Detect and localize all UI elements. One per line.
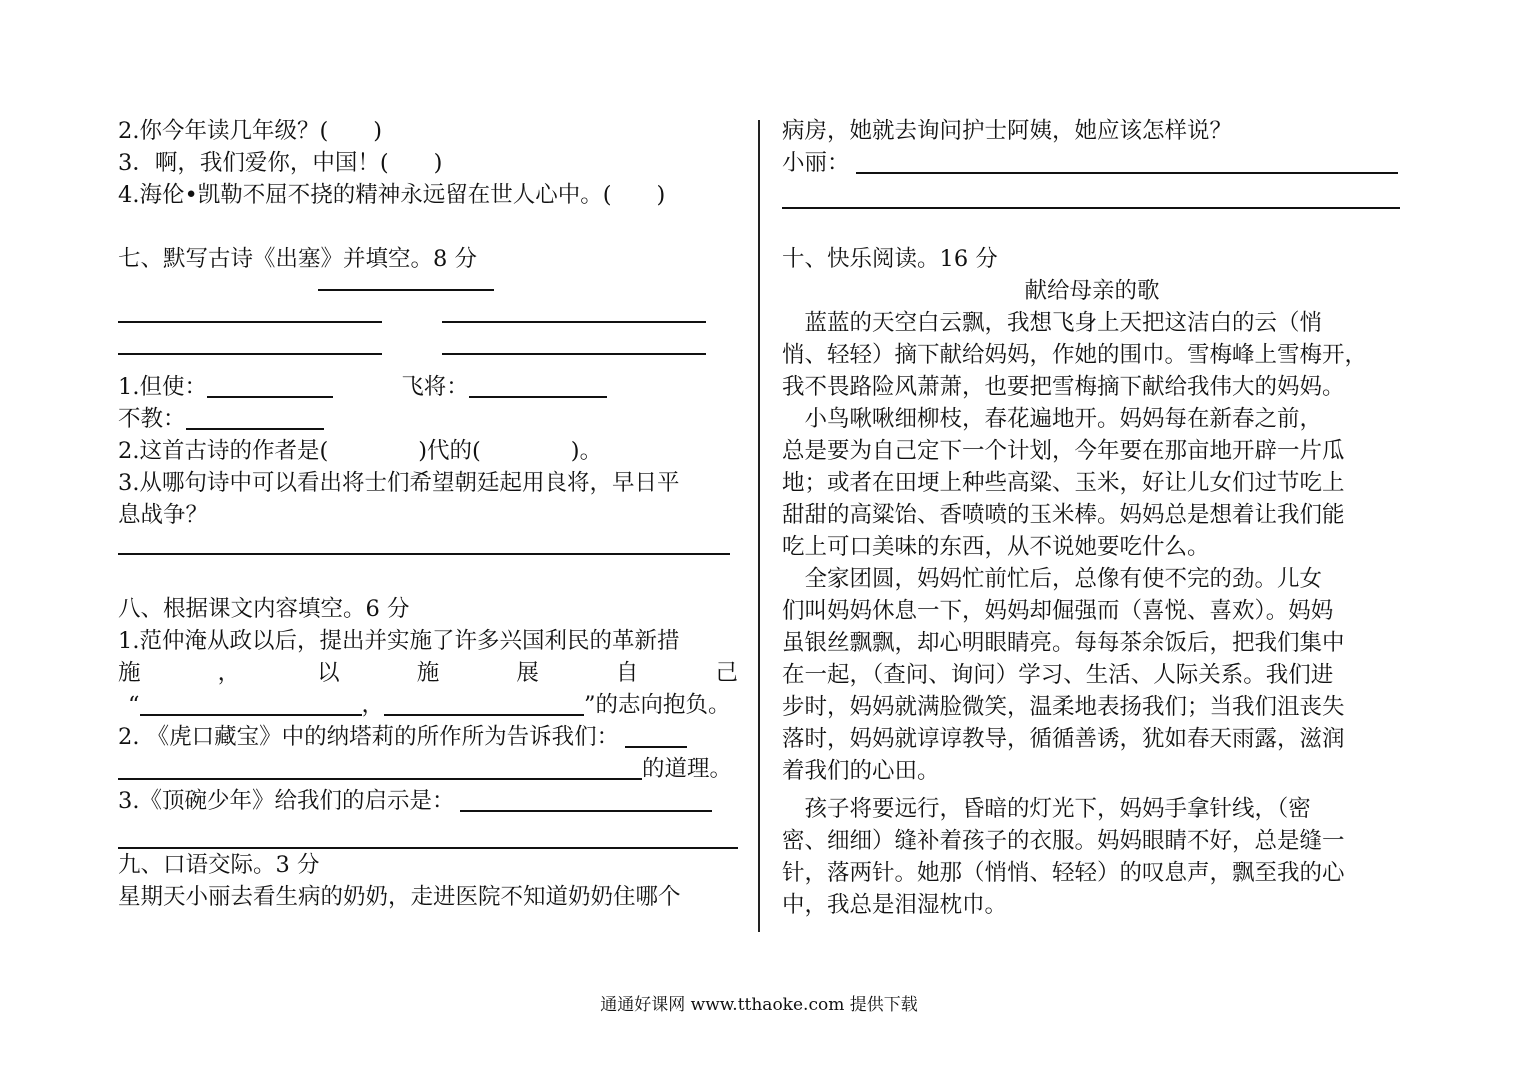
s8-q1-char: 施 [416,660,440,686]
s8-q2-blank-a[interactable] [625,724,687,748]
footer-credit: 通通好课网 www.tthaoke.com 提供下载 [600,995,918,1015]
s7-q1-line [118,371,738,403]
s7-q3-line-1: 3.从哪句诗中可以看出将士们希望朝廷起用良将，早日平 [118,470,680,496]
s7-q1-label-a: 1.但使： [118,374,207,400]
section-10-title: 十、快乐阅读。16 分 [782,246,998,272]
reading-line: 全家团圆，妈妈忙前忙后，总像有使不完的劲。儿女 [782,566,1323,592]
reading-line: 甜甜的高粱饴、香喷喷的玉米棒。妈妈总是想着让我们能 [782,502,1345,528]
s8-q1-line-2 [118,657,738,689]
poem-line-4-blank[interactable] [442,353,706,355]
s8-q2-tail: 的道理。 [642,756,733,782]
reading-line: 悄、轻轻）摘下献给妈妈，作她的围巾。雪梅峰上雪梅开， [782,342,1368,368]
left-column [118,115,738,913]
s8-q2-blank-b[interactable] [118,756,642,780]
reading-line: 吃上可口美味的东西，从不说她要吃什么。 [782,534,1210,560]
reading-title: 献给母亲的歌 [1024,278,1160,304]
s9-text: 星期天小丽去看生病的奶奶，走进医院不知道奶奶住哪个 [118,884,681,910]
column-divider [758,120,760,932]
s7-q3-line-2: 息战争？ [118,502,209,528]
s8-q1-blank-a[interactable] [140,692,362,716]
s7-q1-blank-c[interactable] [186,406,324,430]
s8-q1-line-1: 1.范仲淹从政以后，提出并实施了许多兴国利民的革新措 [118,628,680,654]
s8-q1-char: 展 [516,660,539,686]
s8-q1-blank-b[interactable] [384,692,584,716]
s8-q1-char: 以 [317,660,340,686]
s8-q3-line [118,785,738,817]
reading-line: 孩子将要远行，昏暗的灯光下，妈妈手拿针线，（密 [782,796,1311,822]
reading-line: 虽银丝飘飘，却心明眼睛亮。每每茶余饭后，把我们集中 [782,630,1345,656]
section-7-title: 七、默写古诗《出塞》并填空。8 分 [118,246,477,272]
s8-q1-char: 施 [118,660,141,686]
s7-q1-label-c: 不教： [118,406,186,432]
reading-line: 着我们的心田。 [782,758,940,784]
s8-q3-blank-a[interactable] [460,788,712,812]
reading-line: 小鸟啾啾细柳枝，春花遍地开。妈妈每在新春之前， [782,406,1323,432]
s8-q1-char: 自 [615,660,639,686]
s8-q1-end-text: ”的志向抱负。 [584,692,731,718]
reading-line: 在一起，（查问、询问）学习、生活、人际关系。我们进 [782,662,1334,688]
right-column [782,115,1402,921]
s7-q1-blank-b[interactable] [469,374,607,398]
poem-line-3-blank[interactable] [118,353,382,355]
reading-line: 步时，妈妈就满脸微笑，温柔地表扬我们；当我们沮丧失 [782,694,1345,720]
s8-q3-text: 3.《顶碗少年》给我们的启示是： [118,788,455,814]
poem-line-2-blank[interactable] [442,321,706,323]
poem-line-1-blank[interactable] [118,321,382,323]
s8-q2-line-1 [118,721,738,753]
s8-q1-comma: ， [361,692,385,718]
section-9-title: 九、口语交际。3 分 [118,852,320,878]
reading-line: 地；或者在田埂上种些高粱、玉米，好让儿女们过节吃上 [782,470,1345,496]
reading-line: 们叫妈妈休息一下，妈妈却倔强而（喜悦、喜欢）。妈妈 [782,598,1334,624]
question-6-3: 3．啊，我们爱你，中国！( ) [118,150,443,176]
section-8-title: 八、根据课文内容填空。6 分 [118,596,410,622]
question-6-4: 4.海伦•凯勒不屈不挠的精神永远留在世人心中。( ) [118,182,666,208]
reading-line: 中，我总是泪湿枕巾。 [782,892,1008,918]
reading-line: 蓝蓝的天空白云飘，我想飞身上天把这洁白的云（悄 [782,310,1323,336]
s8-q1-line-3 [118,689,738,721]
xiaoli-line [782,147,1402,179]
s7-q1-label-b: 飞将： [401,374,469,400]
question-6-2: 2.你今年读几年级？( ) [118,118,383,144]
reading-line: 针，落两针。她那（悄悄、轻轻）的叹息声，飘至我的心 [782,860,1345,886]
s8-q1-char: ， [217,660,241,686]
reading-line: 密、细细）缝补着孩子的衣服。妈妈眼睛不好，总是缝一 [782,828,1345,854]
reading-line: 总是要为自己定下一个计划，今年要在那亩地开辟一片瓜 [782,438,1345,464]
s8-q2-line-2 [118,753,738,785]
s7-q1-line-2 [118,403,738,435]
s9-continuation: 病房，她就去询问护士阿姨，她应该怎样说？ [782,118,1233,144]
s7-q1-blank-a[interactable] [207,374,333,398]
s8-q1-open-quote: “ [128,692,140,718]
xiaoli-answer-blank[interactable] [856,150,1398,174]
poem-title-blank[interactable] [318,289,494,291]
reading-line: 落时，妈妈就谆谆教导，循循善诱，犹如春天雨露，滋润 [782,726,1345,752]
xiaoli-label: 小丽： [782,150,850,176]
reading-line: 我不畏路险风萧萧，也要把雪梅摘下献给我伟大的妈妈。 [782,374,1345,400]
s7-q2: 2.这首古诗的作者是( )代的( )。 [118,438,603,464]
s8-q2-text: 2. 《虎口藏宝》中的纳塔莉的所作所为告诉我们： [118,724,620,750]
s8-q1-char: 己 [715,660,738,686]
